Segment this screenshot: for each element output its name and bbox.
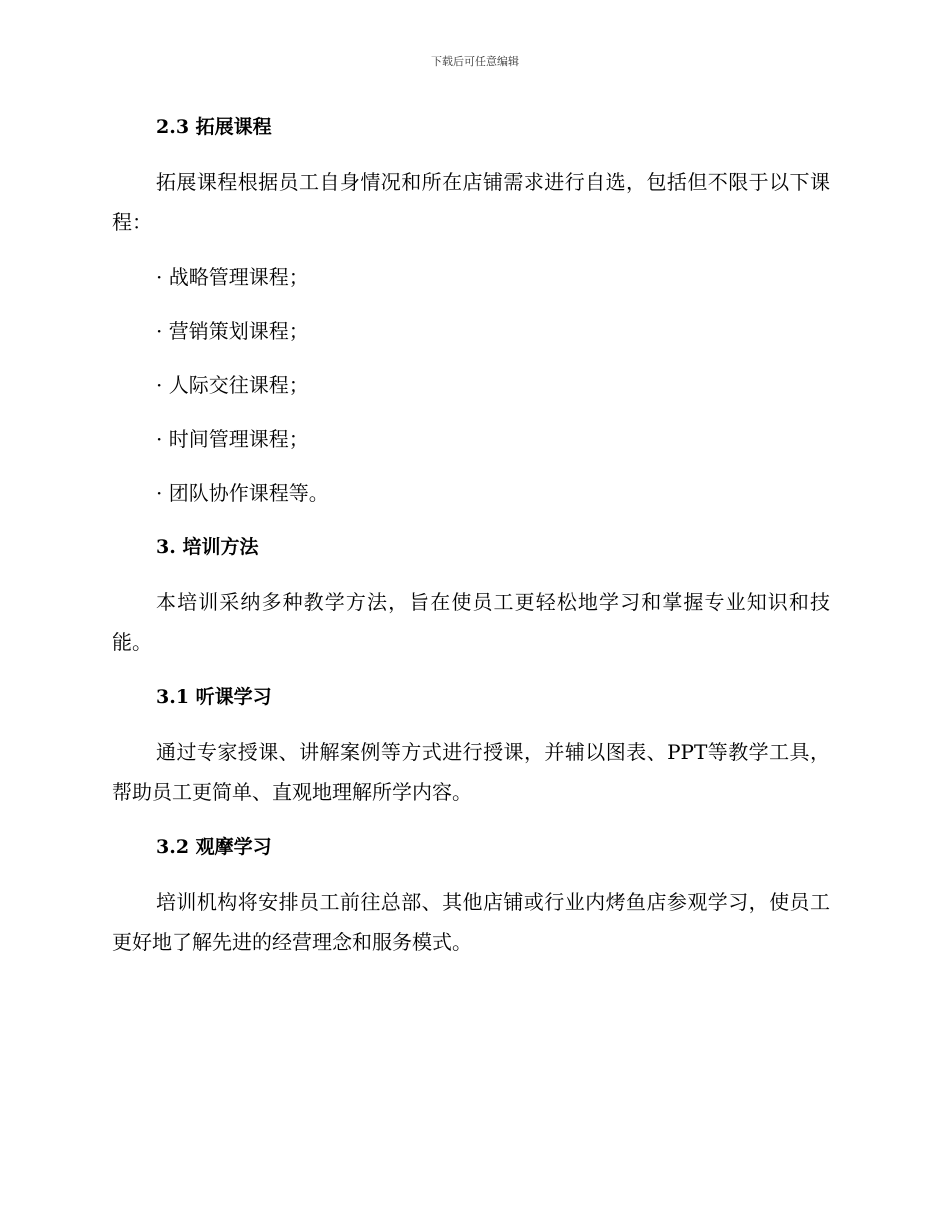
list-item: · 人际交往课程；: [156, 373, 309, 397]
list-item: · 营销策划课程；: [156, 319, 309, 343]
list-item: · 时间管理课程；: [156, 427, 309, 451]
section-heading-3-1: 3.1 听课学习: [156, 686, 272, 708]
section-3-1-body: 通过专家授课、讲解案例等方式进行授课，并辅以图表、PPT等教学工具，帮助员工更简单、直观地理解所学内容。: [112, 740, 830, 804]
section-3-2-body: 培训机构将安排员工前往总部、其他店铺或行业内烤鱼店参观学习，使员工更好地了解先进的经营理念和服务模式。: [112, 890, 830, 954]
list-item: · 团队协作课程等。: [156, 481, 329, 505]
page-header: 下载后可任意编辑: [431, 55, 519, 68]
document-body: [112, 108, 830, 978]
section-heading-2-3: 2.3 拓展课程: [156, 116, 272, 138]
section-3-body: 本培训采纳多种教学方法，旨在使员工更轻松地学习和掌握专业知识和技能。: [112, 590, 830, 654]
list-item: · 战略管理课程；: [156, 265, 309, 289]
section-heading-3-2: 3.2 观摩学习: [156, 836, 272, 858]
section-heading-3: 3. 培训方法: [156, 536, 259, 558]
section-2-3-intro: 拓展课程根据员工自身情况和所在店铺需求进行自选，包括但不限于以下课程：: [112, 170, 830, 234]
